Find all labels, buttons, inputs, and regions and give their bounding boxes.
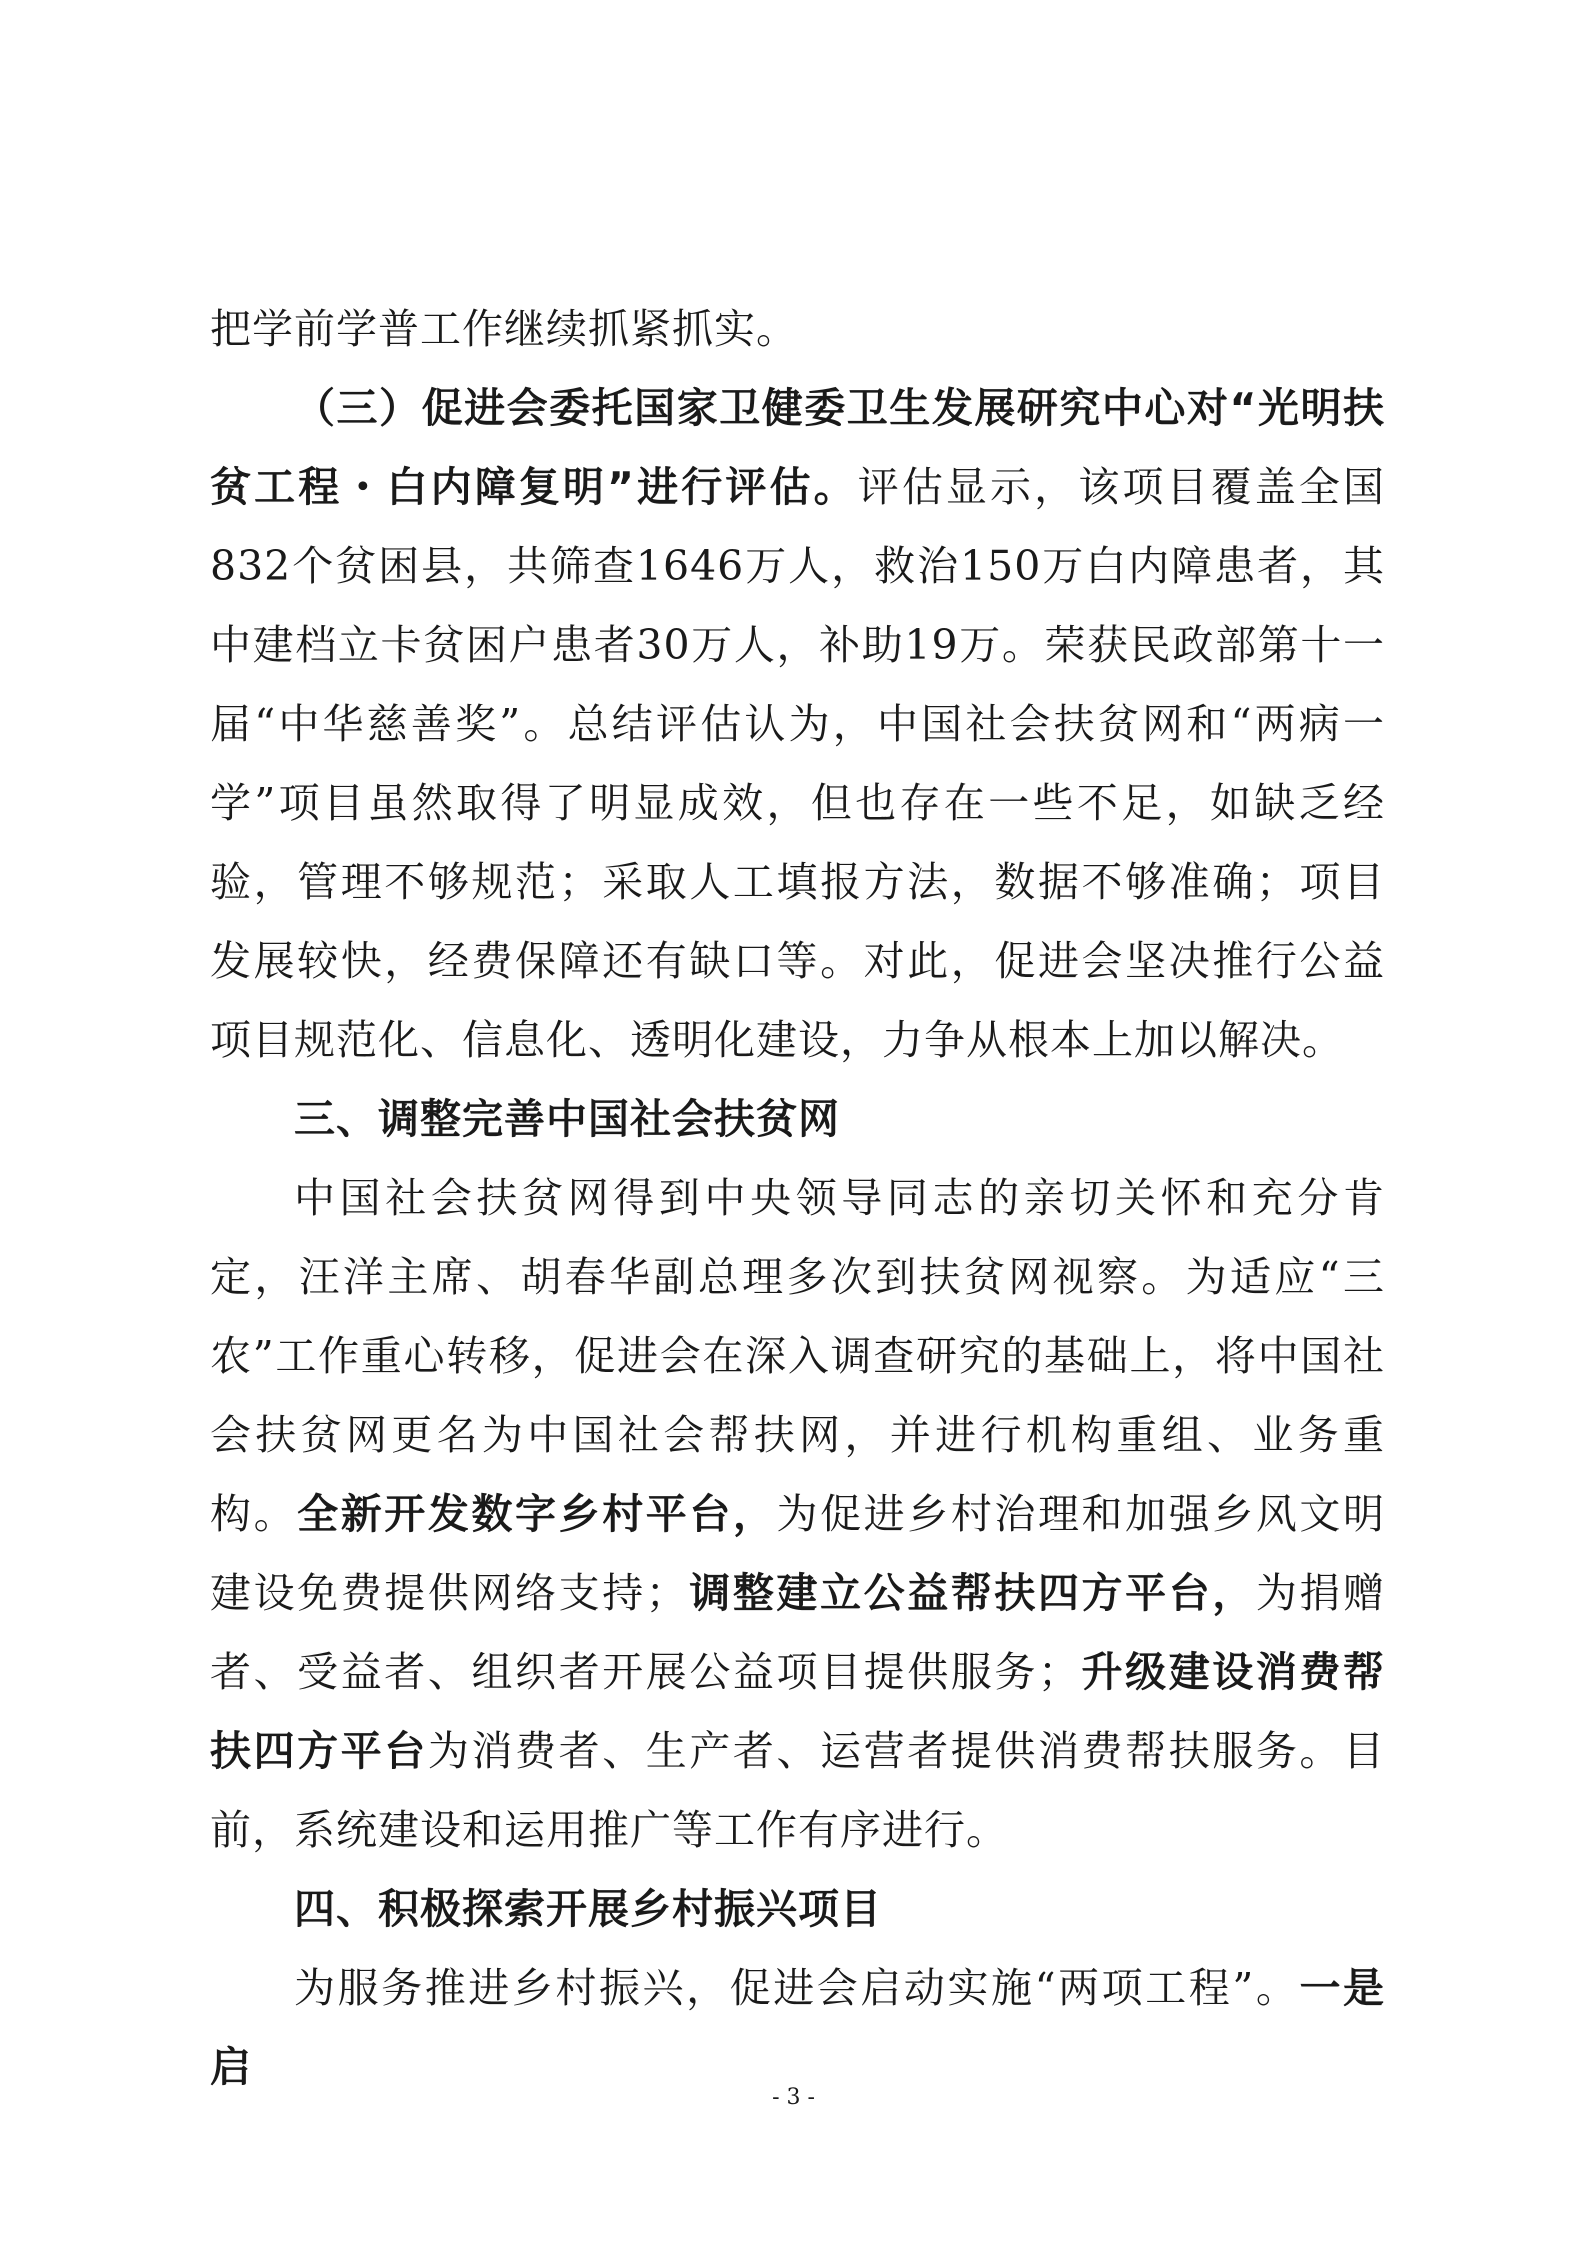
paragraph-2-lead: （三）促进会委托国家卫健委卫生发展研究中心对“光明扶贫工程・白内障复明”进行评估。 <box>210 384 1385 511</box>
paragraph-3-text-1: 中国社会扶贫网得到中央领导同志的亲切关怀和充分肯定，汪洋主席、胡春华副总理多次到扶贫网视察。为适应“三农”工作重心转移，促进会在深入调查研究的基础上，将中国社会扶贫网更名为中国社会帮扶网，并进行机构重组、业务重构。 <box>210 1174 1385 1538</box>
paragraph-1 <box>210 290 1385 369</box>
paragraph-3-text-4: 为消费者、生产者、运营者提供消费帮扶服务。目前，系统建设和运用推广等工作有序进行。 <box>210 1727 1386 1854</box>
paragraph-3-text-3: 为捐赠者、受益者、组织者开展公益项目提供服务； <box>210 1569 1386 1696</box>
paragraph-3-bold-1: 全新开发数字乡村平台， <box>297 1490 777 1538</box>
paragraph-3 <box>210 1159 1385 1870</box>
paragraph-1-text: 把学前学普工作继续抓紧抓实。 <box>210 305 798 353</box>
paragraph-2 <box>210 369 1385 1080</box>
document-body <box>210 290 1385 2107</box>
paragraph-3-bold-3: 升级建设消费帮扶四方平台 <box>210 1648 1386 1775</box>
section-heading-3: 三、调整完善中国社会扶贫网 <box>294 1095 840 1143</box>
paragraph-4-text: 为服务推进乡村振兴，促进会启动实施“两项工程”。 <box>294 1964 1300 2012</box>
section-heading-4: 四、积极探索开展乡村振兴项目 <box>294 1885 882 1933</box>
paragraph-3-text-2: 为促进乡村治理和加强乡风文明建设免费提供网络支持； <box>210 1490 1386 1617</box>
paragraph-3-bold-2: 调整建立公益帮扶四方平台， <box>687 1569 1256 1617</box>
paragraph-2-text: 评估显示，该项目覆盖全国832个贫困县，共筛查1646万人，救治150万白内障患者，其中建档立卡贫困户患者30万人，补助19万。荣获民政部第十一届“中华慈善奖”。总结评估认为，中国社会扶贫网和“两病一学”项目虽然取得了明显成效，但也存在一些不足，如缺乏经验，管理不够规范；采取人工填报方法，数据不够准确；项目发展较快，经费保障还有缺口等。对此，促进会坚决推行公益项目规范化、信息化、透明化建设，力争从根本上加以解决。 <box>210 463 1385 1064</box>
paragraph-4 <box>210 1949 1385 2107</box>
paragraph-4-bold: 一是启 <box>210 1964 1386 2091</box>
page-number: - 3 - <box>772 2085 815 2110</box>
